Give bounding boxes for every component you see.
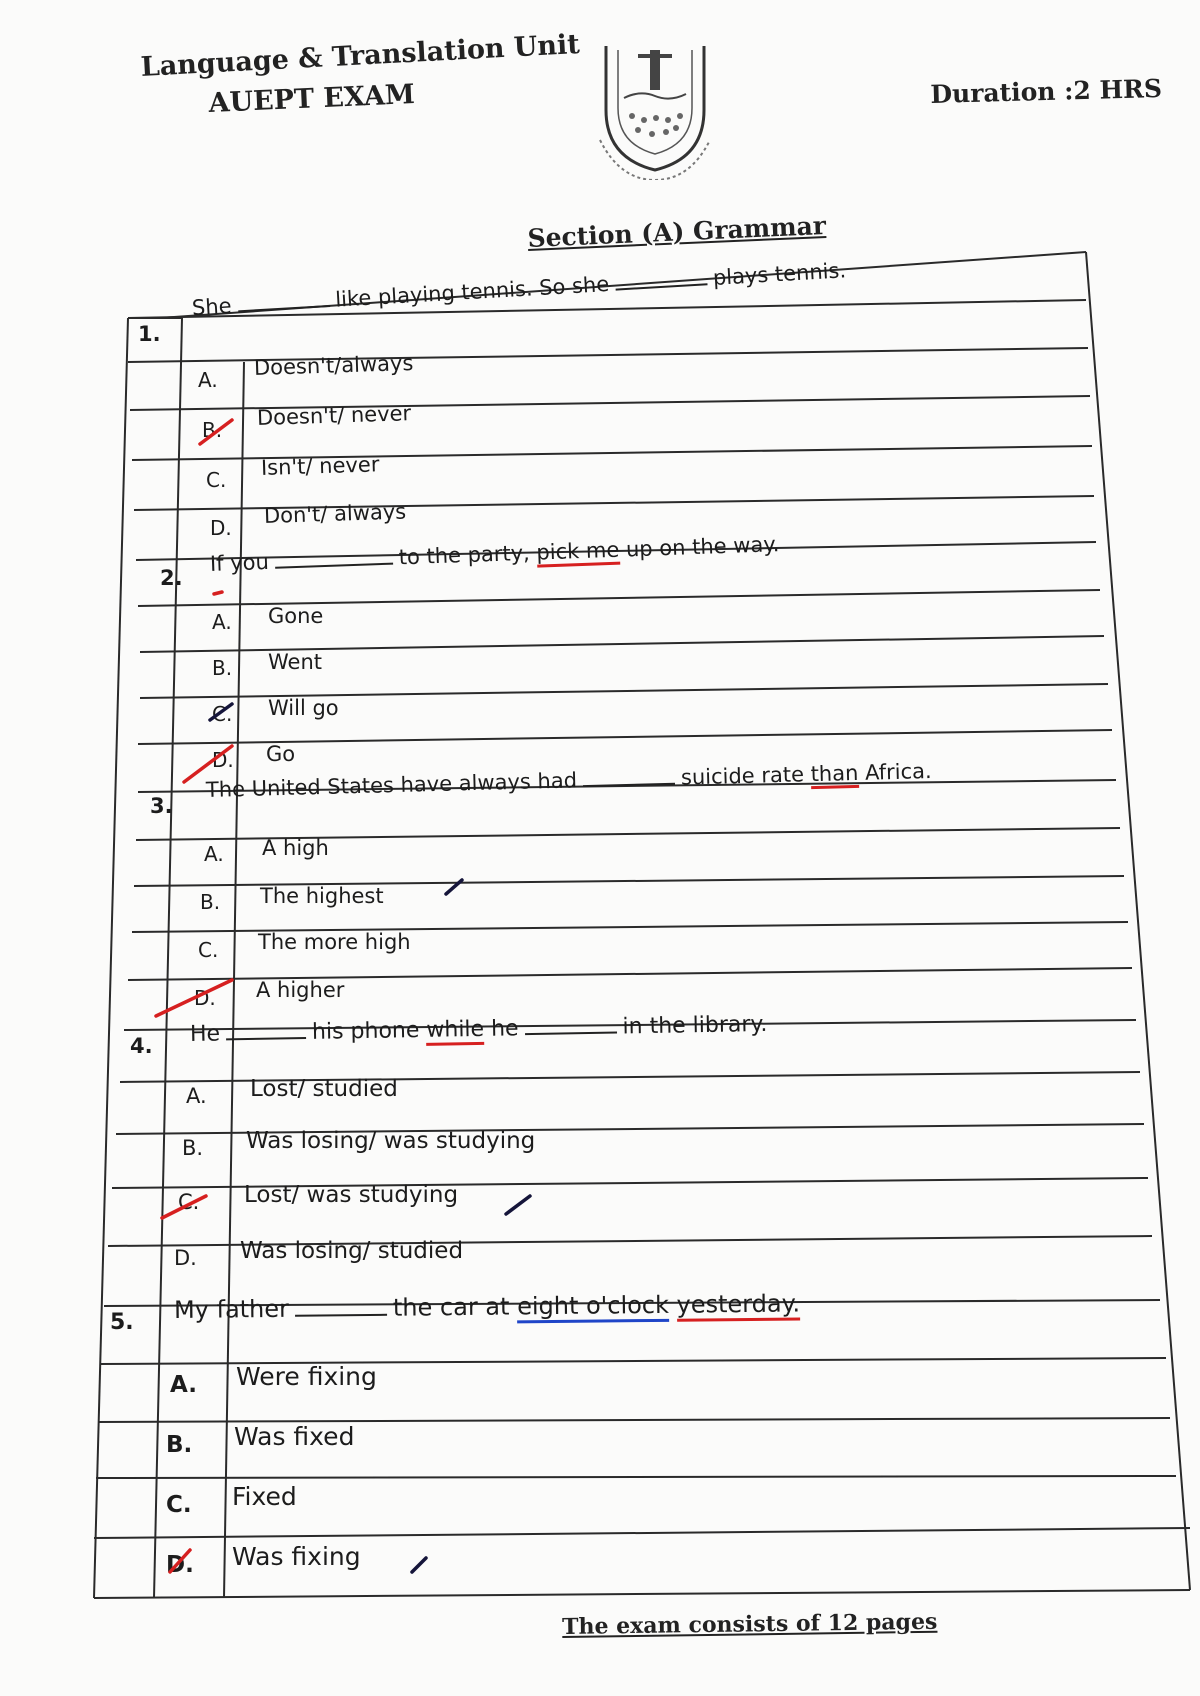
option-letter: C.: [206, 468, 227, 492]
question-stem: [206, 759, 932, 802]
option-letter: C.: [198, 938, 219, 962]
option-letter: D.: [210, 516, 232, 540]
section-heading: Section (A) Grammar: [527, 210, 827, 253]
question-number: 4.: [130, 1034, 153, 1058]
option-text: Gone: [268, 604, 324, 628]
answer-blank: [238, 305, 330, 312]
option-text: Fixed: [232, 1482, 297, 1511]
option-text: Doesn't/always: [253, 350, 414, 380]
option-text: Don't/ always: [263, 499, 407, 528]
stem-text: like playing tennis. So she: [334, 271, 610, 312]
option-text: Isn't/ never: [260, 452, 380, 480]
stem-text: in the library.: [622, 1011, 768, 1040]
stem-text-underlined: than: [810, 761, 858, 789]
exam-duration: Duration :2 HRS: [930, 73, 1163, 109]
option-text: A higher: [256, 978, 345, 1002]
stem-text: Africa.: [864, 759, 932, 785]
unit-title: Language & Translation Unit: [140, 29, 581, 83]
option-text: Doesn't/ never: [256, 401, 412, 430]
option-letter: A.: [212, 610, 232, 634]
question-stem: [191, 258, 846, 320]
stem-text: suicide rate: [680, 762, 805, 790]
question-number: 2.: [160, 566, 183, 590]
dark-tick-mark: [506, 1196, 530, 1214]
stem-text: She: [191, 293, 233, 320]
stem-text: The United States have always had: [205, 768, 578, 802]
option-letter: A.: [170, 1372, 197, 1398]
dark-tick-mark: [412, 1558, 426, 1572]
answer-blank: [583, 783, 675, 787]
option-text: Go: [266, 742, 296, 766]
option-letter: C.: [166, 1492, 192, 1518]
option-letter: B.: [200, 890, 221, 914]
stem-text: If you: [209, 549, 270, 576]
answer-blank: [525, 1032, 617, 1036]
question-stem: [190, 1012, 768, 1047]
option-text: Will go: [268, 696, 339, 720]
exam-title: AUEPT EXAM: [208, 79, 416, 119]
stem-text: He: [189, 1021, 221, 1047]
option-letter: B.: [212, 656, 233, 680]
answer-blank: [295, 1314, 387, 1317]
option-letter: A.: [198, 368, 218, 392]
option-letter: D.: [194, 986, 216, 1010]
option-text: Went: [268, 650, 322, 674]
option-letter: B.: [202, 418, 223, 442]
answer-blank: [226, 1037, 306, 1040]
red-tick-mark: [214, 592, 222, 594]
option-letter: B.: [182, 1136, 204, 1160]
option-text: Was fixing: [232, 1542, 361, 1571]
stem-text: the car at: [392, 1292, 510, 1322]
stem-text-underlined: while: [426, 1017, 484, 1046]
question-number: 3.: [150, 794, 173, 818]
answer-blank: [275, 563, 393, 569]
option-text: A high: [262, 836, 329, 860]
option-text: Were fixing: [236, 1362, 377, 1391]
question-number: 1.: [138, 322, 161, 346]
option-letter: A.: [186, 1084, 207, 1108]
option-letter: D.: [212, 748, 234, 772]
footer-note: The exam consists of 12 pages: [562, 1608, 938, 1640]
stem-text: his phone: [311, 1017, 420, 1045]
stem-text-underlined: eight o'clock: [517, 1291, 669, 1324]
option-letter: B.: [166, 1432, 193, 1458]
stem-text: he: [490, 1016, 519, 1042]
stem-text: plays tennis.: [712, 258, 847, 290]
option-letter: C.: [178, 1190, 200, 1214]
answer-blank: [615, 283, 707, 290]
question-stem: [174, 1289, 800, 1324]
option-letter: D.: [174, 1246, 197, 1270]
stem-text: to the party,: [398, 540, 531, 570]
stem-text-underlined: pick me: [536, 538, 620, 568]
option-text: The highest: [260, 884, 384, 908]
option-letter: A.: [204, 842, 224, 866]
dark-tick-mark: [446, 880, 462, 894]
option-text: Was losing/ studied: [240, 1238, 464, 1264]
option-text: Was fixed: [234, 1422, 355, 1451]
stem-text: My father: [173, 1294, 290, 1324]
option-text: Lost/ was studying: [244, 1182, 459, 1208]
question-number: 5.: [110, 1310, 134, 1335]
option-letter: D.: [166, 1552, 194, 1578]
question-stem: [210, 532, 780, 576]
university-seal-icon: [590, 40, 720, 180]
stem-text: up on the way.: [625, 532, 780, 562]
option-text: Was losing/ was studying: [246, 1128, 536, 1154]
option-letter: C.: [212, 702, 233, 726]
option-text: Lost/ studied: [250, 1076, 398, 1102]
option-text: The more high: [258, 930, 411, 954]
stem-text-underlined: yesterday.: [676, 1289, 800, 1321]
